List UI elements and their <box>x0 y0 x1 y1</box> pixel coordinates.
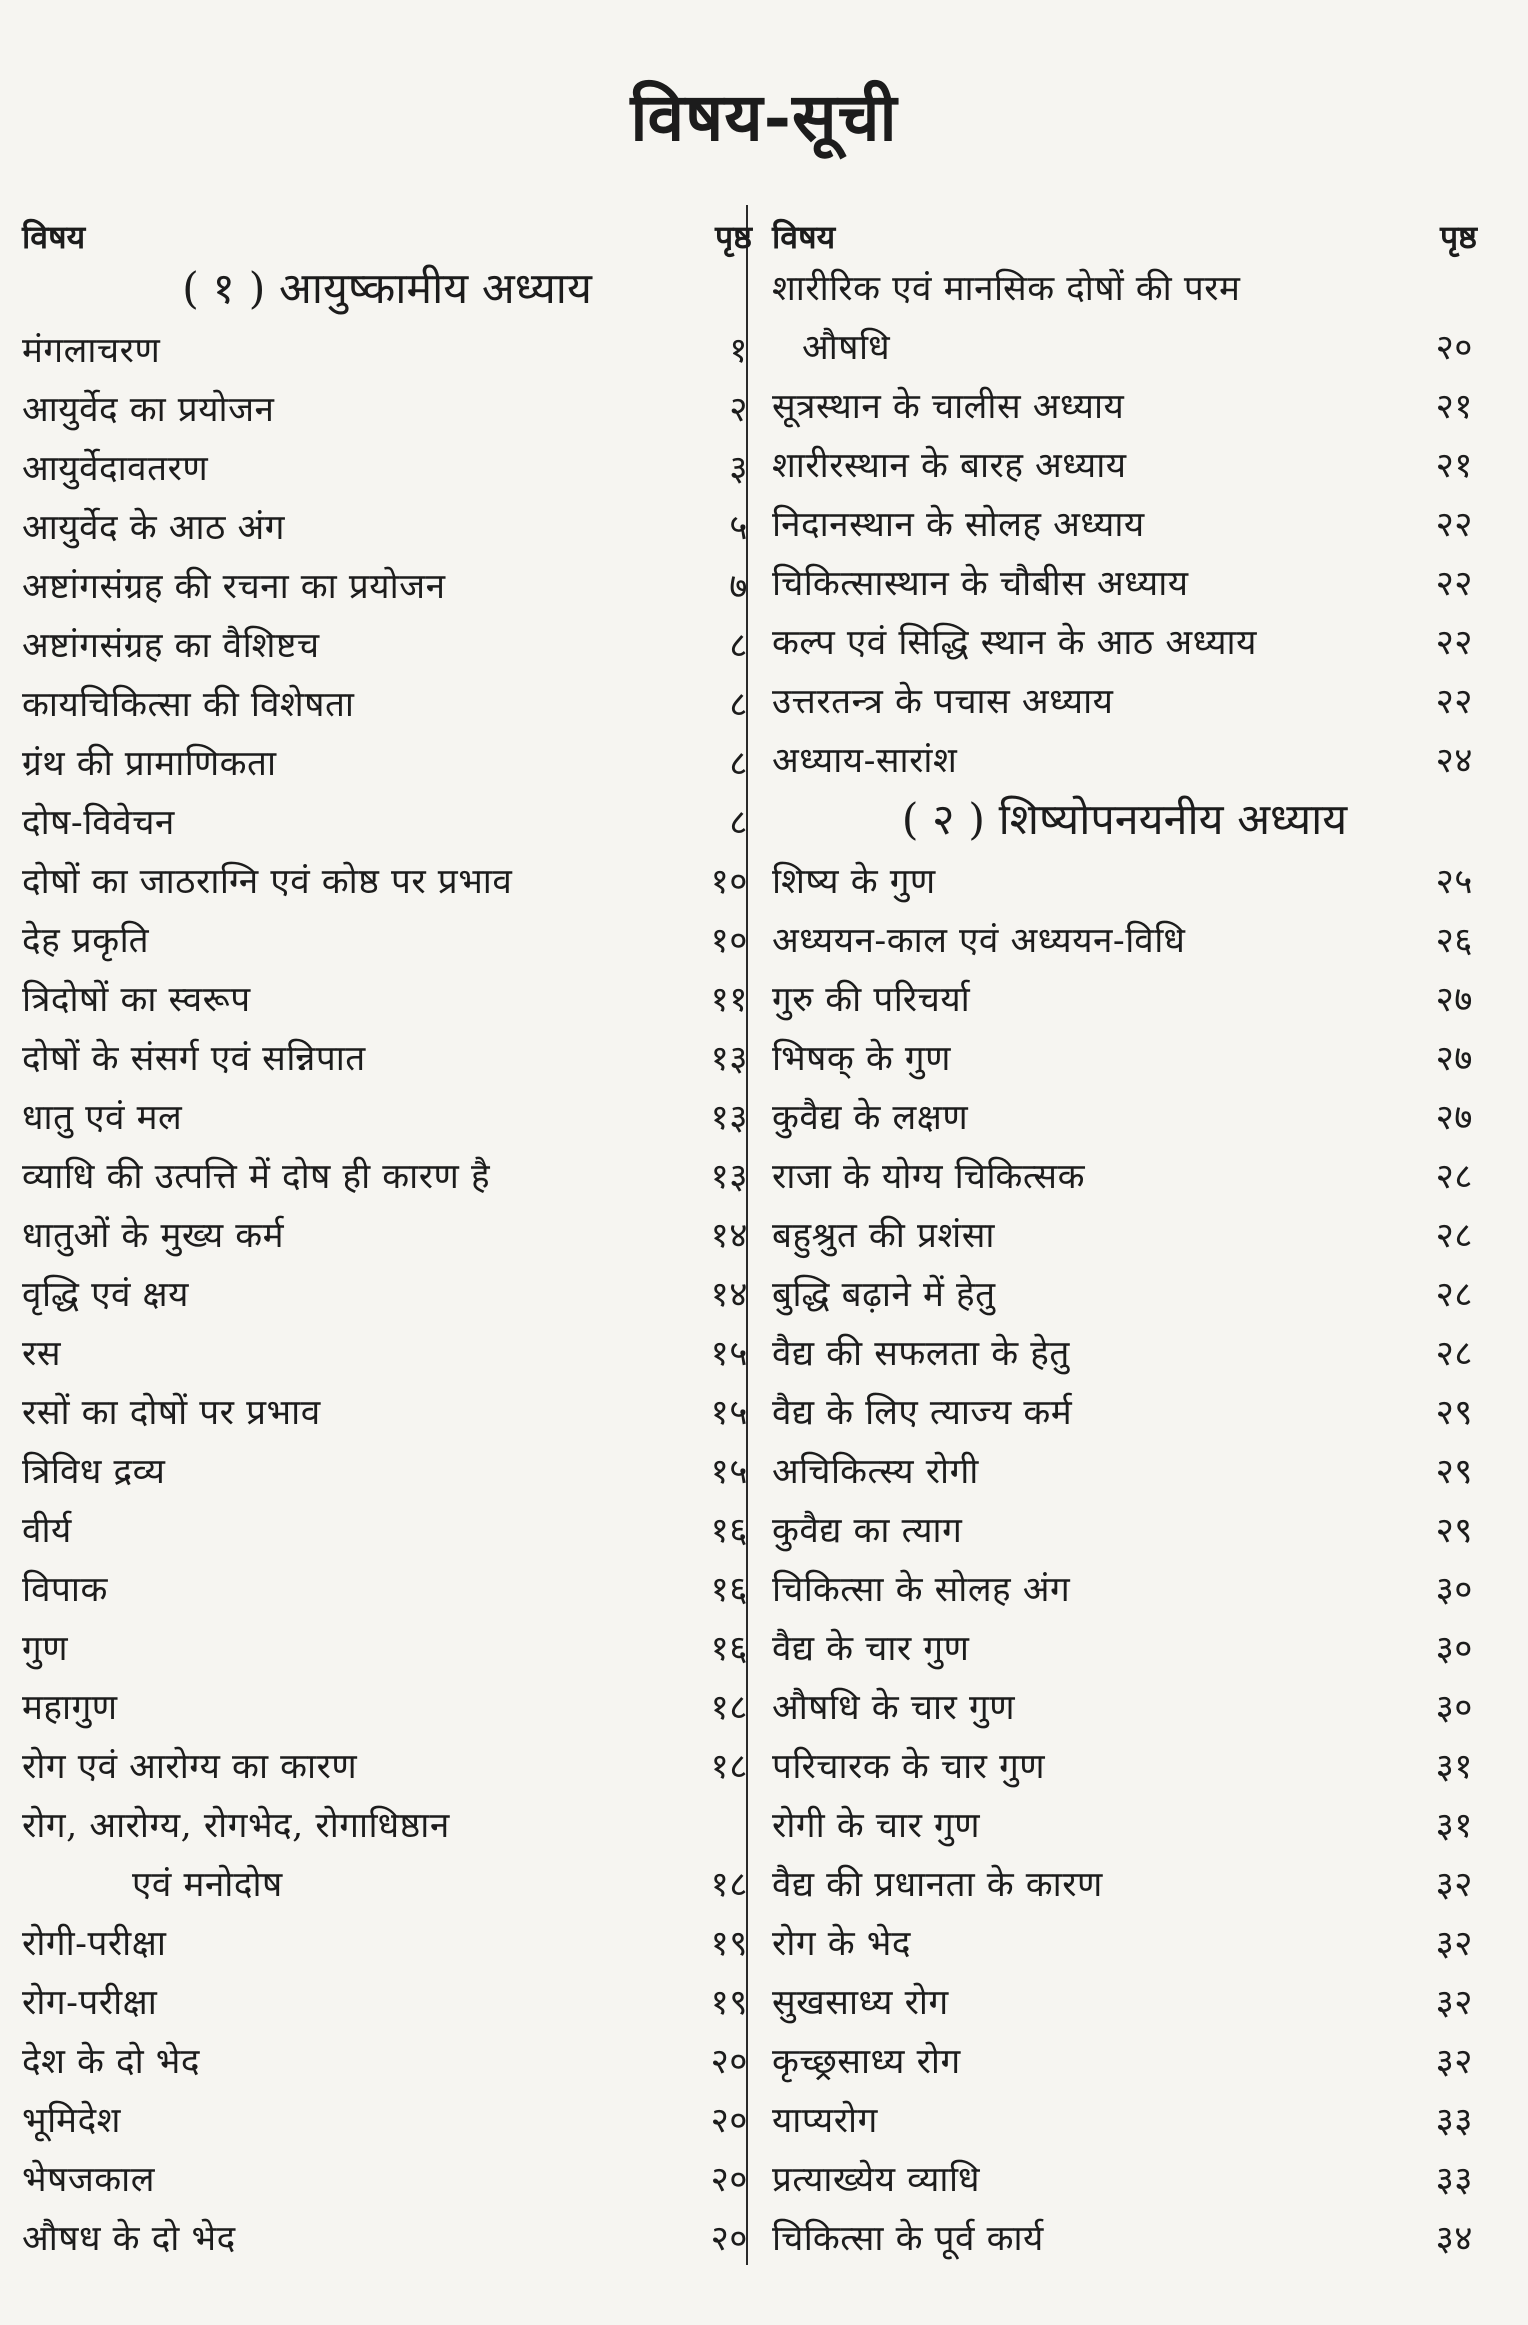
toc-entry[interactable] <box>772 1500 1477 1559</box>
toc-entry[interactable] <box>772 494 1477 553</box>
toc-entry[interactable] <box>772 1382 1477 1441</box>
entry-page-number: २९ <box>1435 1393 1473 1433</box>
entry-title: कृच्छ्रसाध्य रोग <box>772 2042 961 2082</box>
entry-title: वृद्धि एवं क्षय <box>22 1275 189 1315</box>
toc-entry[interactable] <box>772 1736 1477 1795</box>
toc-entry[interactable] <box>22 1559 752 1618</box>
toc-entry[interactable] <box>22 1028 752 1087</box>
entry-page-number: २० <box>710 2101 748 2141</box>
entry-title: कुवैद्य का त्याग <box>772 1511 963 1551</box>
entry-title: कल्प एवं सिद्धि स्थान के आठ अध्याय <box>772 623 1257 663</box>
entry-page-number: ३१ <box>1435 1806 1473 1846</box>
entry-title: रसों का दोषों पर प्रभाव <box>22 1393 321 1433</box>
entry-title: रोग-परीक्षा <box>22 1983 158 2023</box>
toc-entry[interactable] <box>22 1146 752 1205</box>
toc-entry[interactable] <box>22 615 752 674</box>
entry-page-number: ७ <box>729 567 748 607</box>
entry-page-number: २० <box>710 2219 748 2259</box>
entry-title: व्याधि की उत्पत्ति में दोष ही कारण है <box>22 1157 491 1197</box>
entry-page-number: २९ <box>1435 1511 1473 1551</box>
entry-title: अध्याय-सारांश <box>772 741 958 781</box>
entry-page-number: १६ <box>710 1629 748 1669</box>
entry-title: त्रिदोषों का स्वरूप <box>22 980 251 1020</box>
entry-title: प्रत्याख्येय व्याधि <box>772 2160 981 2200</box>
toc-entry[interactable] <box>772 1146 1477 1205</box>
toc-entry[interactable] <box>22 1205 752 1264</box>
entry-page-number: ८ <box>729 803 748 843</box>
entry-page-number: १९ <box>710 1983 748 2023</box>
toc-entry[interactable] <box>22 556 752 615</box>
entry-page-number: २० <box>1435 328 1473 368</box>
entry-page-number: ३२ <box>1435 2042 1473 2082</box>
entry-title: भूमिदेश <box>22 2101 121 2141</box>
toc-entry[interactable] <box>772 435 1477 494</box>
entry-page-number: २८ <box>1435 1275 1473 1315</box>
entry-title: आयुर्वेद का प्रयोजन <box>22 390 275 430</box>
entry-title: त्रिविध द्रव्य <box>22 1452 166 1492</box>
entry-title: रोग, आरोग्य, रोगभेद, रोगाधिष्ठान <box>22 1806 450 1846</box>
entry-page-number: २८ <box>1435 1216 1473 1256</box>
toc-entry[interactable] <box>772 1854 1477 1913</box>
column-header <box>22 200 752 258</box>
subject-label: विषय <box>22 218 86 256</box>
entry-page-number: २७ <box>1435 1039 1473 1079</box>
entry-title: मंगलाचरण <box>22 331 161 371</box>
entry-title: महागुण <box>22 1688 118 1728</box>
toc-entry[interactable] <box>772 2149 1477 2208</box>
entry-title: राजा के योग्य चिकित्सक <box>772 1157 1085 1197</box>
toc-entry[interactable] <box>22 438 752 497</box>
entry-page-number: ३३ <box>1435 2101 1473 2141</box>
entry-title: परिचारक के चार गुण <box>772 1747 1046 1787</box>
entry-title: चिकित्सा के पूर्व कार्य <box>772 2219 1044 2259</box>
entry-page-number: १३ <box>710 1098 748 1138</box>
entry-page-number: १० <box>710 921 748 961</box>
entry-title: निदानस्थान के सोलह अध्याय <box>772 505 1145 545</box>
toc-entry[interactable] <box>772 1559 1477 1618</box>
toc-entry[interactable] <box>772 2208 1477 2267</box>
toc-entry[interactable] <box>772 2031 1477 2090</box>
toc-entry[interactable] <box>22 969 752 1028</box>
toc-entry[interactable] <box>22 851 752 910</box>
entry-title: वैद्य के लिए त्याज्य कर्म <box>772 1393 1073 1433</box>
toc-entry[interactable] <box>772 730 1477 789</box>
entry-title: दोष-विवेचन <box>22 803 175 843</box>
toc-entry[interactable] <box>22 1087 752 1146</box>
entry-title: अष्टांगसंग्रह का वैशिष्टच <box>22 626 320 666</box>
entry-title: ग्रंथ की प्रामाणिकता <box>22 744 277 784</box>
entry-page-number: २४ <box>1435 741 1473 781</box>
entry-title: शारीरस्थान के बारह अध्याय <box>772 446 1127 486</box>
page-title: विषय-सूची <box>630 78 898 156</box>
entry-page-number: २६ <box>1435 921 1473 961</box>
toc-entry[interactable] <box>22 2031 752 2090</box>
toc-entry[interactable] <box>772 1028 1477 1087</box>
entry-page-number: १३ <box>710 1157 748 1197</box>
entry-title: कायचिकित्सा की विशेषता <box>22 685 355 725</box>
toc-entry[interactable] <box>22 1441 752 1500</box>
entry-title: भेषजकाल <box>22 2160 155 2200</box>
entry-page-number: १ <box>729 331 748 371</box>
entry-title: वीर्य <box>22 1511 72 1551</box>
entry-title: अध्ययन-काल एवं अध्ययन-विधि <box>772 921 1186 961</box>
toc-entry[interactable] <box>22 733 752 792</box>
entry-title: औषधि के चार गुण <box>772 1688 1015 1728</box>
entry-title: वैद्य के चार गुण <box>772 1629 970 1669</box>
toc-entry[interactable] <box>22 379 752 438</box>
entry-page-number: २८ <box>1435 1334 1473 1374</box>
entry-page-number: ३२ <box>1435 1983 1473 2023</box>
entry-page-number: २१ <box>1435 387 1473 427</box>
entry-page-number: ३० <box>1435 1570 1473 1610</box>
toc-entry[interactable] <box>22 1323 752 1382</box>
toc-entry[interactable] <box>772 1972 1477 2031</box>
entry-page-number: २२ <box>1435 623 1473 663</box>
entry-page-number: १८ <box>710 1688 748 1728</box>
entry-title: बुद्धि बढ़ाने में हेतु <box>772 1275 996 1315</box>
entry-page-number: ११ <box>710 980 748 1020</box>
entry-title: औषधि <box>802 328 891 368</box>
entry-page-number: ३० <box>1435 1688 1473 1728</box>
entry-page-number: १५ <box>710 1334 748 1374</box>
page-label: पृष्ठ <box>714 218 752 256</box>
entry-page-number: २ <box>729 390 748 430</box>
entry-page-number: ३१ <box>1435 1747 1473 1787</box>
entry-page-number: ८ <box>729 626 748 666</box>
toc-entry[interactable] <box>772 612 1477 671</box>
entry-title: सुखसाध्य रोग <box>772 1983 949 2023</box>
toc-entry[interactable] <box>772 1913 1477 1972</box>
entry-title: अचिकित्स्य रोगी <box>772 1452 979 1492</box>
entry-title: आयुर्वेद के आठ अंग <box>22 508 285 548</box>
page-label: पृष्ठ <box>1439 218 1477 256</box>
entry-title: रोग के भेद <box>772 1924 911 1964</box>
entry-title: याप्यरोग <box>772 2101 878 2141</box>
entry-page-number: २० <box>710 2042 748 2082</box>
toc-entry[interactable] <box>22 910 752 969</box>
entry-page-number: १८ <box>710 1865 748 1905</box>
entry-title: कुवैद्य के लक्षण <box>772 1098 969 1138</box>
entry-page-number: ३४ <box>1435 2219 1473 2259</box>
entry-page-number: २७ <box>1435 1098 1473 1138</box>
toc-entry[interactable] <box>772 1264 1477 1323</box>
toc-entry[interactable] <box>772 1441 1477 1500</box>
entry-page-number: २२ <box>1435 505 1473 545</box>
entry-title: एवं मनोदोष <box>132 1865 283 1905</box>
toc-entry[interactable] <box>22 2090 752 2149</box>
chapter-heading: ( १ ) आयुष्कामीय अध्याय <box>182 264 592 314</box>
toc-entry[interactable] <box>772 258 1477 317</box>
entry-title: वैद्य की प्रधानता के कारण <box>772 1865 1103 1905</box>
toc-entry[interactable] <box>22 1382 752 1441</box>
toc-entry[interactable] <box>772 317 1477 376</box>
entry-page-number: ३२ <box>1435 1865 1473 1905</box>
entry-title: शिष्य के गुण <box>772 862 936 902</box>
entry-title: देश के दो भेद <box>22 2042 200 2082</box>
toc-entry[interactable] <box>22 1972 752 2031</box>
toc-entry[interactable] <box>772 1323 1477 1382</box>
toc-entry[interactable] <box>22 674 752 733</box>
toc-entry[interactable] <box>22 1500 752 1559</box>
entry-page-number: १६ <box>710 1570 748 1610</box>
subject-label: विषय <box>772 218 836 256</box>
toc-entry[interactable] <box>22 2208 752 2267</box>
toc-entry[interactable] <box>22 320 752 379</box>
toc-left-column <box>22 200 752 2267</box>
toc-entry[interactable] <box>772 1205 1477 1264</box>
toc-entry[interactable] <box>22 497 752 556</box>
toc-entry[interactable] <box>772 553 1477 612</box>
entry-page-number: १३ <box>710 1039 748 1079</box>
toc-entry[interactable] <box>772 1087 1477 1146</box>
toc-entry[interactable] <box>22 1913 752 1972</box>
entry-page-number: २७ <box>1435 980 1473 1020</box>
toc-entry[interactable] <box>772 1618 1477 1677</box>
entry-page-number: ३३ <box>1435 2160 1473 2200</box>
entry-title: गुण <box>22 1629 69 1669</box>
entry-title: धातुओं के मुख्य कर्म <box>22 1216 285 1256</box>
entry-page-number: १४ <box>710 1216 748 1256</box>
toc-entry[interactable] <box>772 2090 1477 2149</box>
entry-title: वैद्य की सफलता के हेतु <box>772 1334 1070 1374</box>
toc-entry[interactable] <box>772 969 1477 1028</box>
chapter-heading: ( २ ) शिष्योपनयनीय अध्याय <box>901 795 1348 845</box>
entry-page-number: १६ <box>710 1511 748 1551</box>
entry-title: रोगी के चार गुण <box>772 1806 981 1846</box>
toc-entry[interactable] <box>772 671 1477 730</box>
toc-entry[interactable] <box>22 1618 752 1677</box>
entry-title: चिकित्सास्थान के चौबीस अध्याय <box>772 564 1189 604</box>
entry-page-number: २२ <box>1435 682 1473 722</box>
toc-entry[interactable] <box>772 851 1477 910</box>
entry-page-number: ८ <box>729 744 748 784</box>
toc-entry[interactable] <box>22 1677 752 1736</box>
entry-title: दोषों का जाठराग्नि एवं कोष्ठ पर प्रभाव <box>22 862 513 902</box>
entry-title: बहुश्रुत की प्रशंसा <box>772 1216 995 1256</box>
toc-entry[interactable] <box>772 1795 1477 1854</box>
entry-page-number: १५ <box>710 1393 748 1433</box>
entry-title: दोषों के संसर्ग एवं सन्निपात <box>22 1039 366 1079</box>
entry-page-number: १० <box>710 862 748 902</box>
entry-title: शारीरिक एवं मानसिक दोषों की परम <box>772 269 1241 309</box>
entry-title: गुरु की परिचर्या <box>772 980 971 1020</box>
entry-page-number: २५ <box>1435 862 1473 902</box>
entry-page-number: २८ <box>1435 1157 1473 1197</box>
entry-page-number: २० <box>710 2160 748 2200</box>
toc-entry[interactable] <box>22 1795 752 1854</box>
entry-title: सूत्रस्थान के चालीस अध्याय <box>772 387 1125 427</box>
entry-page-number: ८ <box>729 685 748 725</box>
entry-title: देह प्रकृति <box>22 921 150 961</box>
entry-page-number: ३२ <box>1435 1924 1473 1964</box>
toc-right-column <box>772 200 1477 2267</box>
entry-title: धातु एवं मल <box>22 1098 183 1138</box>
entry-page-number: १८ <box>710 1747 748 1787</box>
toc-entry[interactable] <box>772 376 1477 435</box>
entry-title: आयुर्वेदावतरण <box>22 449 209 489</box>
entry-page-number: १९ <box>710 1924 748 1964</box>
entry-title: रस <box>22 1334 61 1374</box>
toc-entry[interactable] <box>22 1854 752 1913</box>
entry-title: विपाक <box>22 1570 108 1610</box>
entry-title: रोगी-परीक्षा <box>22 1924 167 1964</box>
entry-title: चिकित्सा के सोलह अंग <box>772 1570 1071 1610</box>
entry-title: औषध के दो भेद <box>22 2219 236 2259</box>
entry-page-number: ३ <box>729 449 748 489</box>
entry-page-number: २१ <box>1435 446 1473 486</box>
toc-entry[interactable] <box>772 1677 1477 1736</box>
entry-page-number: २२ <box>1435 564 1473 604</box>
toc-entry[interactable] <box>772 910 1477 969</box>
entry-page-number: ३० <box>1435 1629 1473 1669</box>
entry-title: अष्टांगसंग्रह की रचना का प्रयोजन <box>22 567 446 607</box>
entry-title: रोग एवं आरोग्य का कारण <box>22 1747 358 1787</box>
column-header <box>772 200 1477 258</box>
toc-entry[interactable] <box>22 1736 752 1795</box>
toc-entry[interactable] <box>22 1264 752 1323</box>
entry-title: उत्तरतन्त्र के पचास अध्याय <box>772 682 1114 722</box>
entry-title: भिषक् के गुण <box>772 1039 951 1079</box>
entry-page-number: ५ <box>729 508 748 548</box>
entry-page-number: १४ <box>710 1275 748 1315</box>
entry-page-number: १५ <box>710 1452 748 1492</box>
toc-entry[interactable] <box>22 792 752 851</box>
toc-entry[interactable] <box>22 2149 752 2208</box>
entry-page-number: २९ <box>1435 1452 1473 1492</box>
